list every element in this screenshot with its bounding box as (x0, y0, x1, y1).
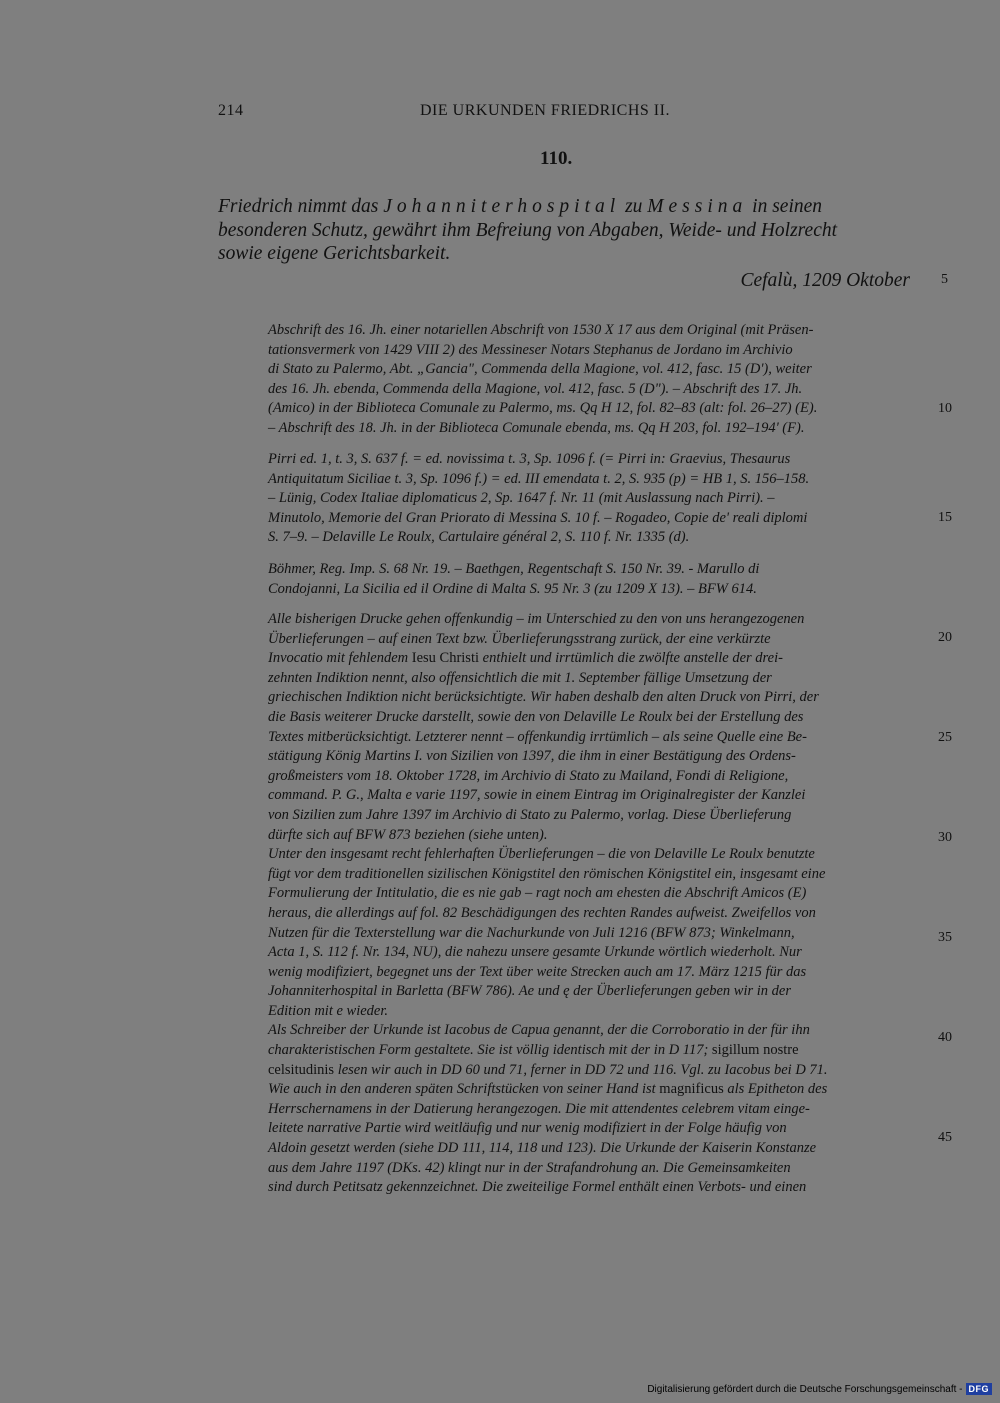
text-line: Wie auch in den anderen späten Schriftstücken von seiner Hand ist magnificus als Epitheton des (268, 1081, 828, 1098)
regest-line: besonderen Schutz, gewährt ihm Befreiung von Abgaben, Weide- und Holzrecht (218, 219, 838, 241)
text-line: Als Schreiber der Urkunde ist Iacobus de Capua genannt, der die Corroboratio in der für ihn (268, 1022, 810, 1039)
text-line: die Basis weiterer Drucke darstellt, sowie den von Delaville Le Roulx bei der Erstellung des (268, 708, 804, 725)
document-number: 110. (540, 148, 573, 169)
text-line: Textes mitberücksichtigt. Letzterer nennt – offenkundig irrtümlich – als seine Quelle eine Be- (268, 728, 807, 745)
text-line: celsitudinis lesen wir auch in DD 60 und 71, ferner in DD 72 und 116. Vgl. zu Iacobus bei D 71. (268, 1061, 828, 1078)
text-line: heraus, die allerdings auf fol. 82 Beschädigungen des rechten Randes aufweist. Zweifellos von (268, 904, 816, 921)
page-number: 214 (218, 102, 244, 119)
text-line: command. P. G., Malta e varie 1197, sowie in einem Eintrag im Originalregister der Kanzlei (268, 787, 806, 804)
text-line: Herrschernamens in der Datierung herangezogen. Die mit attendentes celebrem vitam einge- (268, 1100, 810, 1117)
text-line: tationsvermerk von 1429 VIII 2) des Messineser Notars Stephanus de Jordano im Archivio (268, 341, 793, 358)
margin-line-number: 30 (938, 830, 952, 845)
text-line: Böhmer, Reg. Imp. S. 68 Nr. 19. – Baethgen, Regentschaft S. 150 Nr. 39. - Marullo di (268, 561, 760, 577)
text-line: Pirri ed. 1, t. 3, S. 637 f. = ed. novissima t. 3, Sp. 1096 f. (= Pirri in: Graevius, Thesaurus (268, 451, 791, 467)
text-line: Minutolo, Memorie del Gran Priorato di Messina S. 10 f. – Rogadeo, Copie de' reali diplomi (268, 509, 808, 526)
text-line: Alle bisherigen Drucke gehen offenkundig – im Unterschied zu den von uns herangezogenen (268, 611, 805, 627)
margin-line-number: 40 (938, 1030, 952, 1045)
text-line: stätigung König Martins I. von Sizilien von 1397, die ihm in einer Bestätigung des Ordens- (268, 748, 796, 765)
margin-line-number: 25 (938, 730, 952, 745)
text-line: zehnten Indiktion nennt, also offensichtlich die mit 1. September fällige Umsetzung der (268, 669, 772, 686)
text-line: – Abschrift des 18. Jh. in der Biblioteca Comunale ebenda, ms. Qq H 203, fol. 192–194' (F). (268, 419, 805, 436)
commentary-section (268, 610, 914, 1198)
margin-line-number: 10 (938, 401, 952, 416)
text-line: Aldoin gesetzt werden (siehe DD 111, 114, 118 und 123). Die Urkunde der Kaiserin Konstanze (268, 1140, 817, 1157)
text-line: Nutzen für die Texterstellung war die Nachurkunde von Juli 1216 (BFW 873; Winkelmann, (268, 924, 795, 941)
regest-line: Friedrich nimmt das Johanniterhospital zu Messina in seinen (218, 196, 823, 217)
margin-line-number: 35 (938, 930, 952, 945)
text-line: S. 7–9. – Delaville Le Roulx, Cartulaire général 2, S. 110 f. Nr. 1335 (d). (268, 529, 690, 546)
regest (218, 195, 913, 266)
footer-text: Digitalisierung gefördert durch die Deutsche Forschungsgemeinschaft - (647, 1383, 963, 1395)
text-line: aus dem Jahre 1197 (DKs. 42) klingt nur in der Strafandrohung an. Die Gemeinsamkeiten (268, 1159, 791, 1176)
margin-line-number: 20 (938, 630, 952, 645)
text-line: di Stato zu Palermo, Abt. „Gancia", Commenda della Magione, vol. 412, fasc. 15 (D'), weiter (268, 361, 812, 378)
text-line: – Lünig, Codex Italiae diplomaticus 2, Sp. 1647 f. Nr. 11 (mit Auslassung nach Pirri). – (268, 490, 775, 507)
margin-line-number: 15 (938, 510, 952, 525)
text-line: sind durch Petitsatz gekennzeichnet. Die zweiteilige Formel enthält einen Verbots- und einen (268, 1179, 807, 1196)
text-line: charakteristischen Form gestaltete. Sie ist völlig identisch mit der in D 117; sigillum nostre (268, 1042, 799, 1059)
text-line: Johanniterhospital in Barletta (BFW 786). Ae und ę der Überlieferungen geben wir in der (268, 983, 791, 1000)
text-line: Abschrift des 16. Jh. einer notariellen Abschrift von 1530 X 17 aus dem Original (mit Präsen- (268, 322, 814, 338)
text-line: Formulierung der Intitulatio, die es nie gab – ragt noch am ehesten die Abschrift Amicos (E) (268, 885, 807, 902)
text-line: griechischen Indiktion nicht berücksichtigte. Wir haben deshalb den alten Druck von Pirri, der (268, 689, 819, 706)
text-line: großmeisters vom 18. Oktober 1728, im Archivio di Stato zu Mailand, Fondi di Religione, (268, 767, 789, 784)
text-line: Antiquitatum Siciliae t. 3, Sp. 1096 f.) = ed. III emendata t. 2, S. 935 (p) = HB 1, S. 156–158. (268, 470, 810, 487)
running-head (218, 102, 918, 126)
running-title: DIE URKUNDEN FRIEDRICHS II. (420, 102, 670, 119)
margin-line-number: 45 (938, 1130, 952, 1145)
text-line: leitete narrative Partie wird weitläufig und nur wenig modifiziert in der Folge häufig von (268, 1120, 787, 1137)
text-line: dürfte sich auf BFW 873 beziehen (siehe unten). (268, 826, 548, 843)
editions-section (268, 450, 914, 548)
dfg-logo: DFG (966, 1383, 993, 1395)
text-line: Acta 1, S. 112 f. Nr. 134, NU), die nahezu unsere gesamte Urkunde wörtlich wiederholt. Nur (268, 944, 802, 961)
issue-date: Cefalù, 1209 Oktober (740, 270, 910, 291)
text-line: Invocatio mit fehlendem Iesu Christi enthielt und irrtümlich die zwölfte anstelle der drei- (268, 650, 783, 667)
text-line: wenig modifiziert, begegnet uns der Text über weite Strecken auch am 17. März 1215 für das (268, 963, 807, 980)
text-line: Überlieferungen – auf einen Text bzw. Überlieferungsstrang zurück, der eine verkürzte (268, 630, 771, 647)
text-line: von Sizilien zum Jahre 1397 im Archivio di Stato zu Palermo, vorlag. Diese Überlieferung (268, 806, 792, 823)
text-line: Edition mit e wieder. (268, 1002, 389, 1019)
margin-line-number: 5 (941, 272, 948, 287)
regesta-section (268, 560, 914, 599)
text-line: des 16. Jh. ebenda, Commenda della Magione, vol. 412, fasc. 5 (D"). – Abschrift des 17. Jh. (268, 380, 803, 397)
text-line: fügt vor dem traditionellen sizilischen Königstitel den römischen Königstitel ein, insgesamt eine (268, 865, 826, 882)
text-line: Condojanni, La Sicilia ed il Ordine di Malta S. 95 Nr. 3 (zu 1209 X 13). – BFW 614. (268, 580, 757, 597)
text-line: Unter den insgesamt recht fehlerhaften Überlieferungen – die von Delaville Le Roulx benutzte (268, 846, 815, 863)
regest-line: sowie eigene Gerichtsbarkeit. (218, 243, 451, 264)
text-line: (Amico) in der Biblioteca Comunale zu Palermo, ms. Qq H 12, fol. 82–83 (alt: fol. 26–27) (E). (268, 400, 818, 417)
tradition-section (268, 321, 914, 439)
footer-credit (647, 1383, 992, 1395)
